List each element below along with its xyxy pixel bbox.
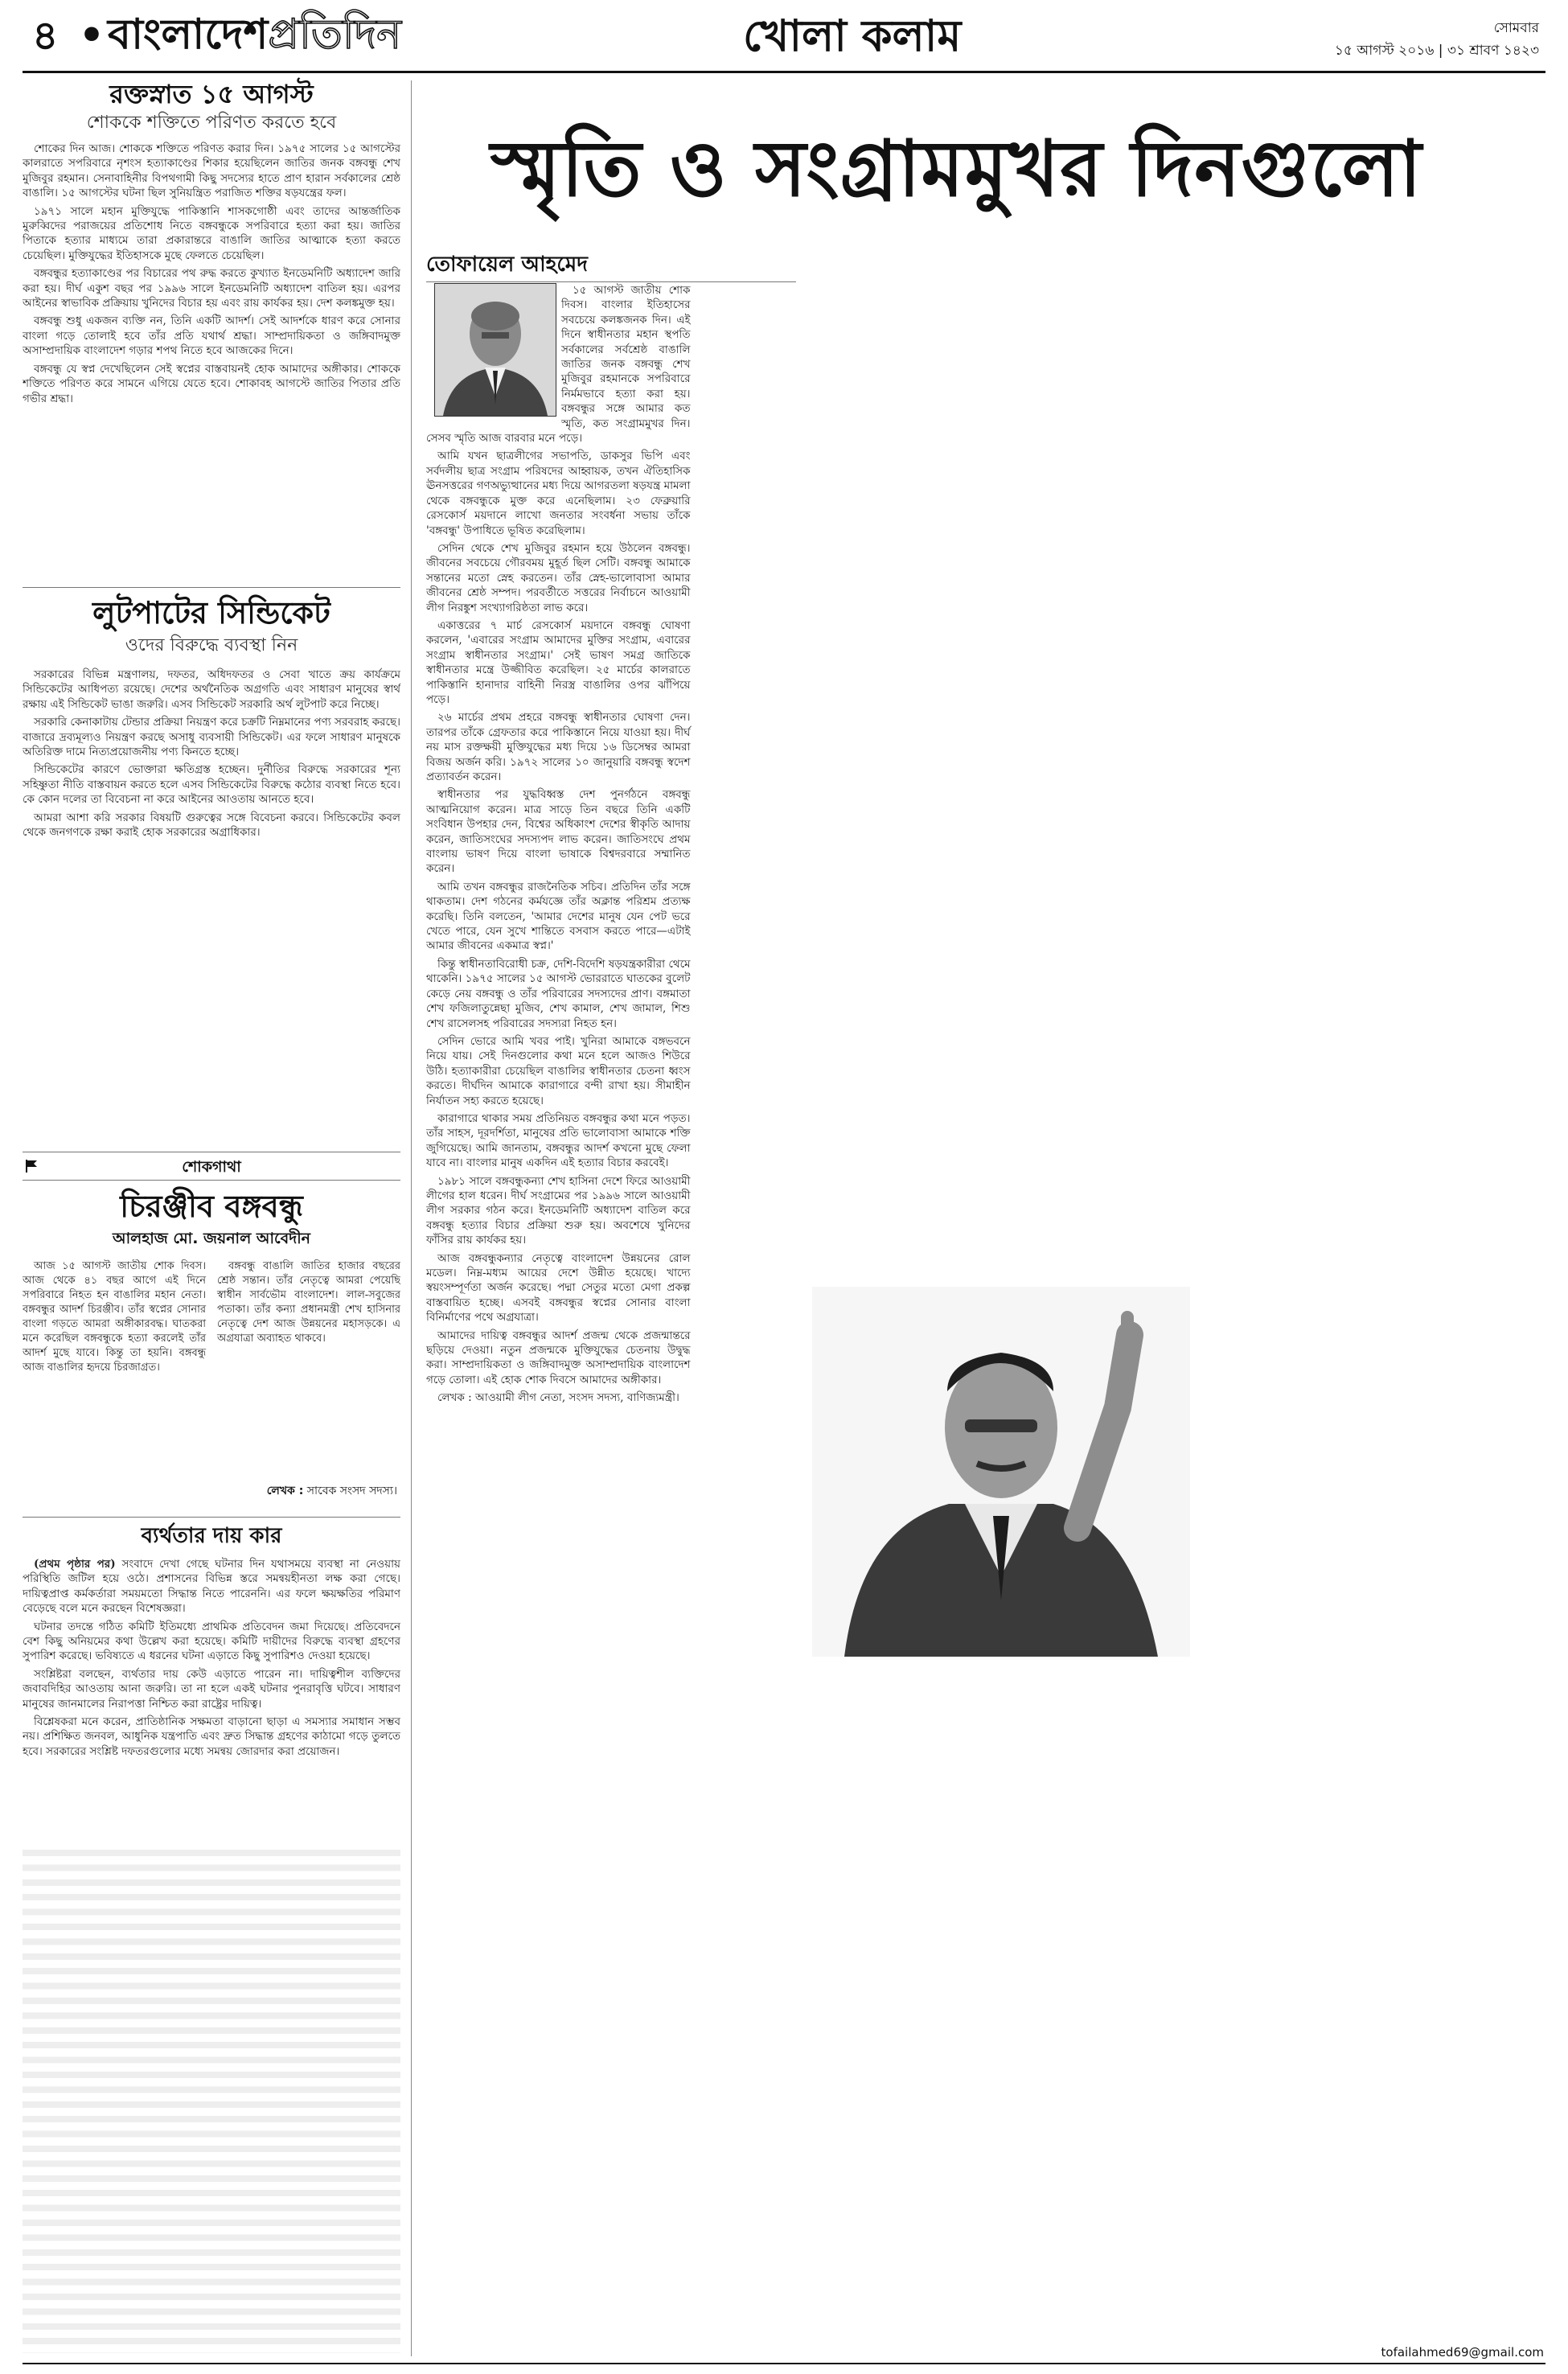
shokgatha-label: শোকগাথা <box>182 1158 241 1176</box>
paragraph: ১৯৭১ সালে মহান মুক্তিযুদ্ধে পাকিস্তানি শাসকগোষ্ঠী এবং তাদের আন্তর্জাতিক মুরুব্বিদের পরাজয়ের প্রতিশোধ নিতে বঙ্গবন্ধুকে সপরিবারে হত্যা করা হয়। জাতির পিতাকে হত্যার মাধ্যমে তারা প্রকারান্তরে বাঙালি জাতির আত্মাকে হত্যা করতে চেয়েছিল। মুক্তিযুদ্ধের ইতিহাসকে মুছে ফেলতে চেয়েছিল। <box>23 204 400 262</box>
byline-rule <box>426 281 796 282</box>
paragraph: আমরা আশা করি সরকার বিষয়টি গুরুত্বের সঙ্গে বিবেচনা করবে। সিন্ডিকেটের কবল থেকে জনগণকে রক্ষা করাই হোক সরকারের অগ্রাধিকার। <box>23 811 400 840</box>
date-line: ১৫ আগস্ট ২০১৬ | ৩১ শ্রাবণ ১৪২৩ <box>1334 43 1539 59</box>
paragraph: আজ বঙ্গবন্ধুকন্যার নেতৃত্বে বাংলাদেশ উন্নয়নের রোল মডেল। নিম্ন-মধ্যম আয়ের দেশে উন্নীত হয়েছে। খাদ্যে স্বয়ংসম্পূর্ণতা অর্জন করেছে। পদ্মা সেতুর মতো মেগা প্রকল্প বাস্তবায়িত হচ্ছে। এসবই বঙ্গবন্ধুর স্বপ্নের সোনার বাংলা বিনির্মাণের পথে অগ্রযাত্রা। <box>426 1251 691 1325</box>
masthead-rule <box>23 71 1545 73</box>
bangabandhu-photo <box>812 1287 1190 1657</box>
column-chiranjib-title: চিরঞ্জীব বঙ্গবন্ধু <box>120 1189 303 1224</box>
bottom-rule <box>23 2363 1545 2364</box>
column-chiranjib-body <box>23 1259 400 1477</box>
paragraph <box>23 1557 400 1616</box>
paragraph: কিন্তু স্বাধীনতাবিরোধী চক্র, দেশি-বিদেশি ষড়যন্ত্রকারীরা থেমে থাকেনি। ১৯৭৫ সালের ১৫ আগস্ট ভোররাতে ঘাতকের বুলেট কেড়ে নেয় বঙ্গবন্ধু ও তাঁর পরিবারের সদস্যদের প্রাণ। বঙ্গমাতা শেখ ফজিলাতুন্নেছা মুজিব, শেখ কামাল, শেখ জামাল, শিশু শেখ রাসেলসহ পরিবারের সদস্যরা নিহত হন। <box>426 957 691 1030</box>
paper-name-bold: বাংলাদেশ <box>108 10 269 59</box>
editorial-2-body <box>23 667 400 1134</box>
article-byarthata-title: ব্যর্থতার দায় কার <box>141 1524 282 1548</box>
paragraph: আমি যখন ছাত্রলীগের সভাপতি, ডাকসুর ভিপি এবং সর্বদলীয় ছাত্র সংগ্রাম পরিষদের আহ্বায়ক, তখন ঐতিহাসিক ঊনসত্তরের গণঅভ্যুত্থানের মধ্য দিয়ে আগরতলা ষড়যন্ত্র মামলা থেকে বঙ্গবন্ধুকে মুক্ত করে এনেছিলাম। ২৩ ফেব্রুয়ারি রেসকোর্স ময়দানে লাখো জনতার সংবর্ধনা সভায় তাঁকে 'বঙ্গবন্ধু' উপাধিতে ভূষিত করেছিলাম। <box>426 450 691 537</box>
paragraph: ২৬ মার্চের প্রথম প্রহরে বঙ্গবন্ধু স্বাধীনতার ঘোষণা দেন। তারপর তাঁকে গ্রেফতার করে পাকিস্তানে নিয়ে যাওয়া হয়। দীর্ঘ নয় মাস রক্তক্ষয়ী মুক্তিযুদ্ধের মধ্য দিয়ে ১৬ ডিসেম্বর আমরা বিজয় অর্জন করি। ১৯৭২ সালের ১০ জানুয়ারি বঙ্গবন্ধু স্বদেশ প্রত্যাবর্তন করেন। <box>426 711 691 783</box>
editorial-1-title: রক্তস্নাত ১৫ আগস্ট <box>109 79 314 109</box>
paragraph: বঙ্গবন্ধুর হত্যাকাণ্ডের পর বিচারের পথ রুদ্ধ করতে কুখ্যাত ইনডেমনিটি অধ্যাদেশ জারি করা হয়। দীর্ঘ একুশ বছর পর ১৯৯৬ সালে ইনডেমনিটি অধ্যাদেশ বাতিল হয়। এরপর আইনের স্বাভাবিক প্রক্রিয়ায় খুনিদের বিচার হয় এবং রায় কার্যকর হয়। দেশ কলঙ্কমুক্ত হয়। <box>23 267 400 310</box>
paragraph: বিশ্লেষকরা মনে করেন, প্রাতিষ্ঠানিক সক্ষমতা বাড়ানো ছাড়া এ সমস্যার সমাধান সম্ভব নয়। প্রশিক্ষিত জনবল, আধুনিক যন্ত্রপাতি এবং দ্রুত সিদ্ধান্ত গ্রহণের কাঠামো গড়ে তুলতে হবে। সরকারের সংশ্লিষ্ট দফতরগুলোর মধ্যে সমন্বয় জোরদার করা প্রয়োজন। <box>23 1715 400 1758</box>
editorial-2-subtitle: ওদের বিরুদ্ধে ব্যবস্থা নিন <box>125 635 298 655</box>
paragraph: সিন্ডিকেটের কারণে ভোক্তারা ক্ষতিগ্রস্ত হচ্ছেন। দুর্নীতির বিরুদ্ধে সরকারের শূন্য সহিষ্ণুতা নীতি বাস্তবায়ন করতে হলে এসব সিন্ডিকেটের বিরুদ্ধে কঠোর ব্যবস্থা নিতে হবে। কে কোন দলের তা বিবেচনা না করে আইনের আওতায় আনতে হবে। <box>23 763 400 807</box>
paragraph: ১৯৮১ সালে বঙ্গবন্ধুকন্যা শেখ হাসিনা দেশে ফিরে আওয়ামী লীগের হাল ধরেন। দীর্ঘ সংগ্রামের পর ১৯৯৬ সালে আওয়ামী লীগ সরকার গঠন করে। ইনডেমনিটি অধ্যাদেশ বাতিল করে বঙ্গবন্ধু হত্যার বিচার প্রক্রিয়া শুরু হয়। অবশেষে খুনিদের ফাঁসির রায় কার্যকর হয়। <box>426 1174 691 1247</box>
column-chiranjib <box>23 1185 400 1507</box>
paragraph: বঙ্গবন্ধু শুধু একজন ব্যক্তি নন, তিনি একটি আদর্শ। সেই আদর্শকে ধারণ করে সোনার বাংলা গড়ে তোলাই হবে তাঁর প্রতি যথার্থ শ্রদ্ধা। সাম্প্রদায়িকতা ও জঙ্গিবাদমুক্ত অসাম্প্রদায়িক বাংলাদেশ গড়ার শপথ নিতে হবে আজকের দিনে। <box>23 314 400 358</box>
writer-desc: সাবেক সংসদ সদস্য। <box>306 1485 397 1497</box>
paper-logo <box>108 10 494 63</box>
page-number: ৪ <box>32 12 59 59</box>
article-byarthata <box>23 1517 400 2363</box>
column-chiranjib-writer <box>267 1481 397 1501</box>
paragraph: আমি তখন বঙ্গবন্ধুর রাজনৈতিক সচিব। প্রতিদিন তাঁর সঙ্গে থাকতাম। দেশ গঠনের কর্মযজ্ঞে তাঁর অক্লান্ত পরিশ্রম প্রত্যক্ষ করেছি। তিনি বলতেন, 'আমার দেশের মানুষ যেন পেট ভরে খেতে পারে, যেন সুখে শান্তিতে বসবাস করতে পারে—এটাই আমার জীবনের একমাত্র স্বপ্ন।' <box>426 880 691 953</box>
paragraph: ঘটনার তদন্তে গঠিত কমিটি ইতিমধ্যে প্রাথমিক প্রতিবেদন জমা দিয়েছে। প্রতিবেদনে বেশ কিছু অনিয়মের কথা উল্লেখ করা হয়েছে। কমিটি দায়ীদের বিরুদ্ধে ব্যবস্থা গ্রহণের সুপারিশ করেছে। ভবিষ্যতে এ ধরনের ঘটনা এড়াতে কিছু সুপারিশও দেওয়া হয়েছে। <box>23 1620 400 1663</box>
section-title: খোলা কলাম <box>743 10 962 61</box>
article-byarthata-body <box>23 1557 400 2353</box>
paper-name-outline: প্রতিদিন <box>268 10 402 59</box>
paragraph: আজ ১৫ আগস্ট জাতীয় শোক দিবস। আজ থেকে ৪১ বছর আগে এই দিনে সপরিবারে নিহত হন বাঙালির মহান নেতা। বঙ্গবন্ধুর আদর্শ চিরঞ্জীব। তাঁর স্বপ্নের সোনার বাংলা গড়তে আমরা অঙ্গীকারবদ্ধ। ঘাতকরা মনে করেছিল বঙ্গবন্ধুকে হত্যা করলেই তাঁর আদর্শ মুছে যাবে। কিন্তু তা হয়নি। বঙ্গবন্ধু আজ বাঙালির হৃদয়ে চিরজাগ্রত। <box>23 1260 206 1374</box>
paragraph: কারাগারে থাকার সময় প্রতিনিয়ত বঙ্গবন্ধুর কথা মনে পড়ত। তাঁর সাহস, দূরদর্শিতা, মানুষের প্রতি ভালোবাসা আমাকে শক্তি জুগিয়েছে। আমি জানতাম, বঙ্গবন্ধুর আদর্শ কখনো মুছে ফেলা যাবে না। বাংলার মানুষ একদিন এই হত্যার বিচার করবেই। <box>426 1111 691 1170</box>
paragraph: বঙ্গবন্ধু যে স্বপ্ন দেখেছিলেন সেই স্বপ্নের বাস্তবায়নই হোক আমাদের অঙ্গীকার। শোককে শক্তিতে পরিণত করে সামনে এগিয়ে যেতে হবে। শোকাবহ আগস্টে জাতির পিতার প্রতি গভীর শ্রদ্ধা। <box>23 362 400 405</box>
column-chiranjib-author: আলহাজ মো. জয়নাল আবেদীন <box>113 1230 310 1247</box>
paragraph: সরকারের বিভিন্ন মন্ত্রণালয়, দফতর, অধিদফতর ও সেবা খাতে ক্রয় কার্যক্রমে সিন্ডিকেটের আধিপত্য রয়েছে। দেশের অর্থনৈতিক অগ্রগতি এবং সাধারণ মানুষের স্বার্থ রক্ষায় এই সিন্ডিকেট ভাঙা জরুরি। এসব সিন্ডিকেট সরকারি অর্থ লুটপাট করে নিচ্ছে। <box>23 668 400 711</box>
paragraph: সরকারি কেনাকাটায় টেন্ডার প্রক্রিয়া নিয়ন্ত্রণ করে চক্রটি নিম্নমানের পণ্য সরবরাহ করছে। বাজারে দ্রব্যমূল্যও নিয়ন্ত্রণ করছে অসাধু ব্যবসায়ী সিন্ডিকেট। এর ফলে সাধারণ মানুষকে অতিরিক্ত দামে নিত্যপ্রয়োজনীয় পণ্য কিনতে হচ্ছে। <box>23 716 400 759</box>
paragraph: সেদিন ভোরে আমি খবর পাই। খুনিরা আমাকে বঙ্গভবনে নিয়ে যায়। সেই দিনগুলোর কথা মনে হলে আজও শিউরে উঠি। হত্যাকারীরা চেয়েছিল বাঙালির স্বাধীনতার চেতনা ধ্বংস করতে। দীর্ঘদিন আমাকে কারাগারে বন্দী রাখা হয়। সীমাহীন নির্যাতন সহ্য করতে হয়েছে। <box>426 1034 691 1107</box>
paragraph-text: সংবাদে দেখা গেছে ঘটনার দিন যথাসময়ে ব্যবস্থা না নেওয়ায় পরিস্থিতি জটিল হয়ে ওঠে। প্রশাসনের বিভিন্ন স্তরে সমন্বয়হীনতা লক্ষ করা গেছে। দায়িত্বপ্রাপ্ত কর্মকর্তারা সময়মতো সিদ্ধান্ত নিতে পারেননি। এর ফলে ক্ষয়ক্ষতির পরিমাণ বেড়েছে বলে মনে করছেন বিশেষজ্ঞরা। <box>23 1558 400 1616</box>
writer-label: লেখক : <box>266 1485 304 1497</box>
editorial-2-top-rule <box>23 587 400 588</box>
editorial-1-subtitle: শোককে শক্তিতে পরিণত করতে হবে <box>86 113 337 133</box>
paragraph: শোকের দিন আজ। শোককে শক্তিতে পরিণত করার দিন। ১৯৭৫ সালের ১৫ আগস্টের কালরাতে সপরিবারে নৃশংস হত্যাকাণ্ডের শিকার হয়েছিলেন জাতির জনক বঙ্গবন্ধু শেখ মুজিবুর রহমান। সেনাবাহিনীর বিপথগামী কিছু সদস্যের হাতে প্রাণ হারান সর্বকালের শ্রেষ্ঠ বাঙালি। ১৫ আগস্টের ঘটনা ছিল সুনিয়ন্ত্রিত পরাজিত শক্তির ষড়যন্ত্রের ফল। <box>23 142 400 200</box>
masthead <box>23 6 1545 71</box>
article-headline: স্মৃতি ও সংগ্রামমুখর দিনগুলো <box>491 124 1422 214</box>
author-email: tofailahmed69@gmail.com <box>1381 2345 1544 2360</box>
article-byline: তোফায়েল আহমেদ <box>426 253 588 277</box>
paragraph: ১৫ আগস্ট জাতীয় শোক দিবস। বাংলার ইতিহাসের সবচেয়ে কলঙ্কজনক দিন। এই দিনে স্বাধীনতার মহান স্থপতি সর্বকালের সর্বশ্রেষ্ঠ বাঙালি জাতির জনক বঙ্গবন্ধু শেখ মুজিবুর রহমানকে সপরিবারে নির্মমভাবে হত্যা করা হয়। বঙ্গবন্ধুর সঙ্গে আমার কত স্মৃতি, কত সংগ্রামমুখর দিন। সেসব স্মৃতি আজ বারবার মনে পড়ে। <box>426 284 691 446</box>
editorial-1 <box>23 77 400 584</box>
article-byarthata-top-rule <box>23 1517 400 1518</box>
paragraph: একাত্তরের ৭ মার্চ রেসকোর্স ময়দানে বঙ্গবন্ধু ঘোষণা করলেন, 'এবারের সংগ্রাম আমাদের মুক্তির সংগ্রাম, এবারের সংগ্রাম স্বাধীনতার সংগ্রাম।' সেই ভাষণ সমগ্র জাতিকে স্বাধীনতার মন্ত্রে উজ্জীবিত করেছিল। ২৫ মার্চের কালরাতে পাকিস্তানি হানাদার বাহিনী নিরস্ত্র বাঙালির ওপর ঝাঁপিয়ে পড়ে। <box>426 618 691 706</box>
editorial-2 <box>23 587 400 1142</box>
paragraph: সংশ্লিষ্টরা বলছেন, ব্যর্থতার দায় কেউ এড়াতে পারেন না। দায়িত্বশীল ব্যক্তিদের জবাবদিহির আওতায় আনা জরুরি। তা না হলে একই ঘটনার পুনরাবৃত্তি ঘটবে। সাধারণ মানুষের জানমালের নিরাপত্তা নিশ্চিত করা রাষ্ট্রের দায়িত্ব। <box>23 1667 400 1711</box>
paragraph: স্বাধীনতার পর যুদ্ধবিধ্বস্ত দেশ পুনর্গঠনে বঙ্গবন্ধু আত্মনিয়োগ করেন। মাত্র সাড়ে তিন বছরে তিনি একটি সংবিধান উপহার দেন, বিশ্বের অধিকাংশ দেশের স্বীকৃতি আদায় করেন, জাতিসংঘের সদস্যপদ লাভ করেন। জাতিসংঘে প্রথম বাংলায় ভাষণ দিয়ে বাংলা ভাষাকে বিশ্বদরবারে সম্মানিত করেন। <box>426 788 691 876</box>
editorial-1-body <box>23 142 400 576</box>
text-filler <box>23 1846 400 2353</box>
paragraph: লেখক : আওয়ামী লীগ নেতা, সংসদ সদস্য, বাণিজ্যমন্ত্রী। <box>437 1391 679 1405</box>
masthead-bullet: • <box>79 12 105 59</box>
paragraph: সেদিন থেকে শেখ মুজিবুর রহমান হয়ে উঠলেন বঙ্গবন্ধু। জীবনের সবচেয়ে গৌরবময় মুহূর্ত ছিল সেটি। বঙ্গবন্ধু আমাকে সন্তানের মতো স্নেহ করতেন। তাঁর স্নেহ-ভালোবাসা আমার জীবনের শ্রেষ্ঠ সম্পদ। পরবর্তীতে সত্তরের নির্বাচনে আওয়ামী লীগ নিরঙ্কুশ সংখ্যাগরিষ্ঠতা লাভ করে। <box>426 541 691 614</box>
photo-spacer <box>426 283 561 421</box>
paragraph: বঙ্গবন্ধু বাঙালি জাতির হাজার বছরের শ্রেষ্ঠ সন্তান। তাঁর নেতৃত্বে আমরা পেয়েছি স্বাধীন সার্বভৌম বাংলাদেশ। লাল-সবুজের পতাকা। তাঁর কন্যা প্রধানমন্ত্রী শেখ হাসিনার নেতৃত্বে দেশ আজ উন্নয়নের মহাসড়কে। এ অগ্রযাত্রা অব্যাহত থাকবে। <box>217 1260 400 1345</box>
shokgatha-strip <box>23 1152 400 1181</box>
editorial-2-title: লুটপাটের সিন্ডিকেট <box>92 595 330 630</box>
column-divider <box>411 80 412 2356</box>
paragraph: আমাদের দায়িত্ব বঙ্গবন্ধুর আদর্শ প্রজন্ম থেকে প্রজন্মান্তরে ছড়িয়ে দেওয়া। নতুন প্রজন্মকে মুক্তিযুদ্ধের চেতনায় উদ্বুদ্ধ করা। সাম্প্রদায়িকতা ও জঙ্গিবাদমুক্ত অসাম্প্রদায়িক বাংলাদেশ গড়ে তোলা। এই হোক শোক দিবসে আমাদের অঙ্গীকার। <box>426 1329 691 1386</box>
weekday: সোমবার <box>1493 20 1539 36</box>
lead-label: (প্রথম পৃষ্ঠার পর) <box>34 1558 116 1571</box>
